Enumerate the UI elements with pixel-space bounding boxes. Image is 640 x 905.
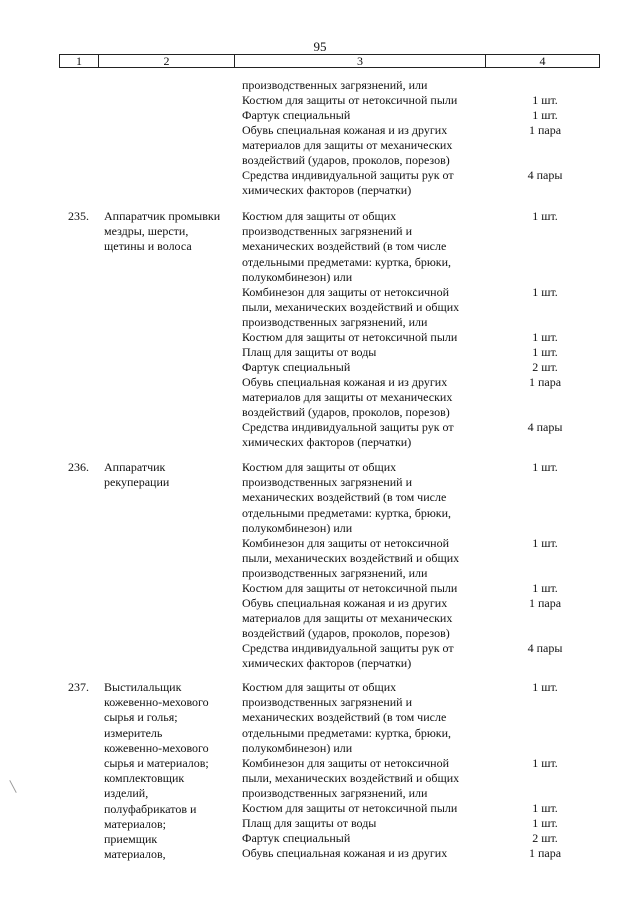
- item-text: Средства индивидуальной защиты рук от химических факторов (перчатки): [242, 641, 454, 671]
- item-qty: 2 шт.: [532, 360, 558, 374]
- item-qty: 1 шт.: [532, 209, 558, 223]
- item-qty: 1 шт.: [532, 536, 558, 550]
- item-qty: 1 шт.: [532, 330, 558, 344]
- item-text: Средства индивидуальной защиты рук от химических факторов (перчатки): [242, 420, 454, 450]
- item-qty: 1 шт.: [532, 756, 558, 770]
- profession-name: Аппаратчик промывки мездры, шерсти, щетины и волоса: [104, 209, 221, 254]
- item-text: Костюм для защиты от общих производственных загрязнений и механических воздействий (в том числе отдельными предметами: куртка, брюки, полукомбинезон) или: [242, 680, 452, 755]
- item-qty: 1 шт.: [532, 108, 558, 122]
- item-text: Средства индивидуальной защиты рук от химических факторов (перчатки): [242, 168, 454, 198]
- item-text: Плащ для защиты от воды: [242, 816, 377, 830]
- header-col-3: 3: [234, 55, 485, 67]
- item-text: Обувь специальная кожаная и из других: [242, 846, 448, 860]
- item-text: Фартук специальный: [242, 360, 351, 374]
- header-col-4: 4: [485, 55, 599, 67]
- profession-name: Аппаратчик рекуперации: [104, 460, 170, 490]
- item-text: Обувь специальная кожаная и из других материалов для защиты от механических воздействий (ударов, проколов, порезов): [242, 123, 453, 168]
- profession-name: Выстилальщик кожевенно-мехового сырья и голья; измеритель кожевенно-мехового сырья и материалов; комплектовщик изделий, полуфабрикатов и материалов; приемщик материалов,: [104, 680, 209, 862]
- item-qty: 1 пара: [528, 846, 562, 860]
- item-text: Плащ для защиты от воды: [242, 345, 377, 359]
- item-qty: 1 пара: [528, 123, 562, 137]
- item-text: Костюм для защиты от общих производственных загрязнений и механических воздействий (в том числе отдельными предметами: куртка, брюки, полукомбинезон) или: [242, 460, 452, 535]
- item-qty: 1 шт.: [532, 460, 558, 474]
- item-qty: 1 шт.: [532, 581, 558, 595]
- item-qty: 4 пары: [527, 641, 563, 655]
- item-text: Фартук специальный: [242, 108, 351, 122]
- table-header: [59, 54, 600, 68]
- header-col-1: 1: [76, 54, 82, 68]
- item-qty: 1 шт.: [532, 345, 558, 359]
- item-qty: 1 пара: [528, 596, 562, 610]
- item-text: Комбинезон для защиты от нетоксичной пыли, механических воздействий и общих производственных загрязнений, или: [242, 756, 460, 801]
- item-qty: 1 шт.: [532, 93, 558, 107]
- item-text: Обувь специальная кожаная и из других материалов для защиты от механических воздействий (ударов, проколов, порезов): [242, 596, 453, 641]
- item-qty: 1 пара: [528, 375, 562, 389]
- item-text: Костюм для защиты от нетоксичной пыли: [242, 93, 458, 107]
- item-text: Костюм для защиты от общих производственных загрязнений и механических воздействий (в том числе отдельными предметами: куртка, брюки, полукомбинезон) или: [242, 209, 452, 284]
- scan-artifact: [9, 780, 16, 793]
- item-text: Костюм для защиты от нетоксичной пыли: [242, 330, 458, 344]
- item-text: Фартук специальный: [242, 831, 351, 845]
- item-text: Обувь специальная кожаная и из других материалов для защиты от механических воздействий (ударов, проколов, порезов): [242, 375, 453, 420]
- item-text: Комбинезон для защиты от нетоксичной пыли, механических воздействий и общих производственных загрязнений, или: [242, 285, 460, 330]
- item-text: производственных загрязнений, или: [242, 78, 428, 92]
- header-col-2: 2: [98, 55, 234, 67]
- entry-number: 237.: [68, 680, 89, 694]
- item-qty: 4 пары: [527, 420, 563, 434]
- item-qty: 2 шт.: [532, 831, 558, 845]
- entry-number: 236.: [68, 460, 89, 474]
- item-qty: 4 пары: [527, 168, 563, 182]
- item-text: Костюм для защиты от нетоксичной пыли: [242, 581, 458, 595]
- page-number: 95: [313, 39, 327, 54]
- item-text: Костюм для защиты от нетоксичной пыли: [242, 801, 458, 815]
- item-qty: 1 шт.: [532, 816, 558, 830]
- entry-number: 235.: [68, 209, 89, 223]
- item-qty: 1 шт.: [532, 801, 558, 815]
- item-text: Комбинезон для защиты от нетоксичной пыли, механических воздействий и общих производственных загрязнений, или: [242, 536, 460, 581]
- item-qty: 1 шт.: [532, 285, 558, 299]
- item-qty: 1 шт.: [532, 680, 558, 694]
